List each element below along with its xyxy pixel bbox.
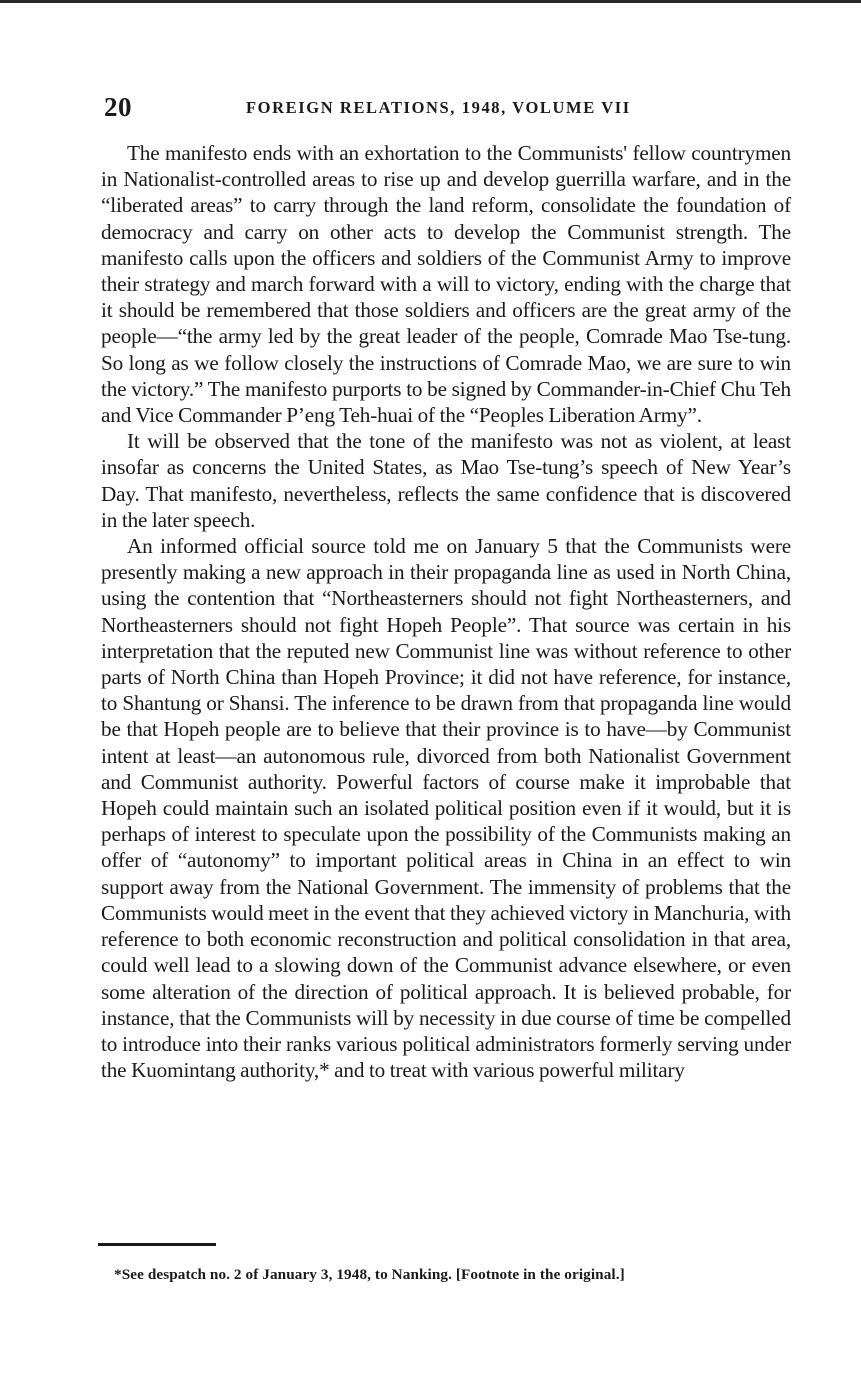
page-header <box>104 92 784 122</box>
page-number: 20 <box>104 92 132 122</box>
footnote: *See despatch no. 2 of January 3, 1948, to Nanking. [Footnote in the original.] <box>114 1266 625 1283</box>
top-border <box>0 0 861 3</box>
body-text <box>101 140 791 1083</box>
paragraph-manifesto-ending: The manifesto ends with an exhortation to the Communists' fellow countrymen in Nationalist-controlled areas to rise up and develop guerrilla warfare, and in the “liberated areas” to carry through the land reform, consolidate the foundation of democracy and carry on other acts to develop the Communist strength. The manifesto calls upon the officers and soldiers of the Communist Army to improve their strategy and march forward with a will to victory, ending with the charge that it should be remembered that those soldiers and officers are the great army of the people—“the army led by the great leader of the people, Comrade Mao Tse-tung. So long as we follow closely the instructions of Comrade Mao, we are sure to win the victory.” The manifesto purports to be signed by Commander-in-Chief Chu Teh and Vice Commander P’eng Teh-huai of the “Peoples Liberation Army”. <box>101 141 791 428</box>
running-head: FOREIGN RELATIONS, 1948, VOLUME VII <box>246 98 631 117</box>
paragraph-tone-observation: It will be observed that the tone of the manifesto was not as violent, at least insofar as concerns the United States, as Mao Tse-tung’s speech of New Year’s Day. That manifesto, nevertheless, reflects the same confidence that is discovered in the later speech. <box>101 429 791 532</box>
paragraph-propaganda-line: An informed official source told me on January 5 that the Communists were presently making a new approach in their propaganda line as used in North China, using the contention that “Northeasterners should not fight Northeasterners, and Northeasterners should not fight Hopeh People”. That source was certain in his interpretation that the reputed new Communist line was without reference to other parts of North China than Hopeh Province; it did not have reference, for instance, to Shantung or Shansi. The inference to be drawn from that propaganda line would be that Hopeh people are to believe that their province is to have—by Communist intent at least—an autonomous rule, divorced from both Nationalist Government and Communist authority. Powerful factors of course make it improbable that Hopeh could maintain such an isolated political position even if it would, but it is perhaps of interest to speculate upon the possibility of the Communists making an offer of “autonomy” to important political areas in China in an effect to win support away from the National Government. The immensity of problems that the Communists would meet in the event that they achieved victory in Manchuria, with reference to both economic reconstruction and political consolidation in that area, could well lead to a slowing down of the Communist advance elsewhere, or even some alteration of the direction of political approach. It is believed probable, for instance, that the Communists will by necessity in due course of time be compelled to introduce into their ranks various political administrators formerly serving under the Kuomintang authority,* and to treat with various powerful military <box>101 534 791 1083</box>
footnote-divider <box>98 1243 216 1246</box>
